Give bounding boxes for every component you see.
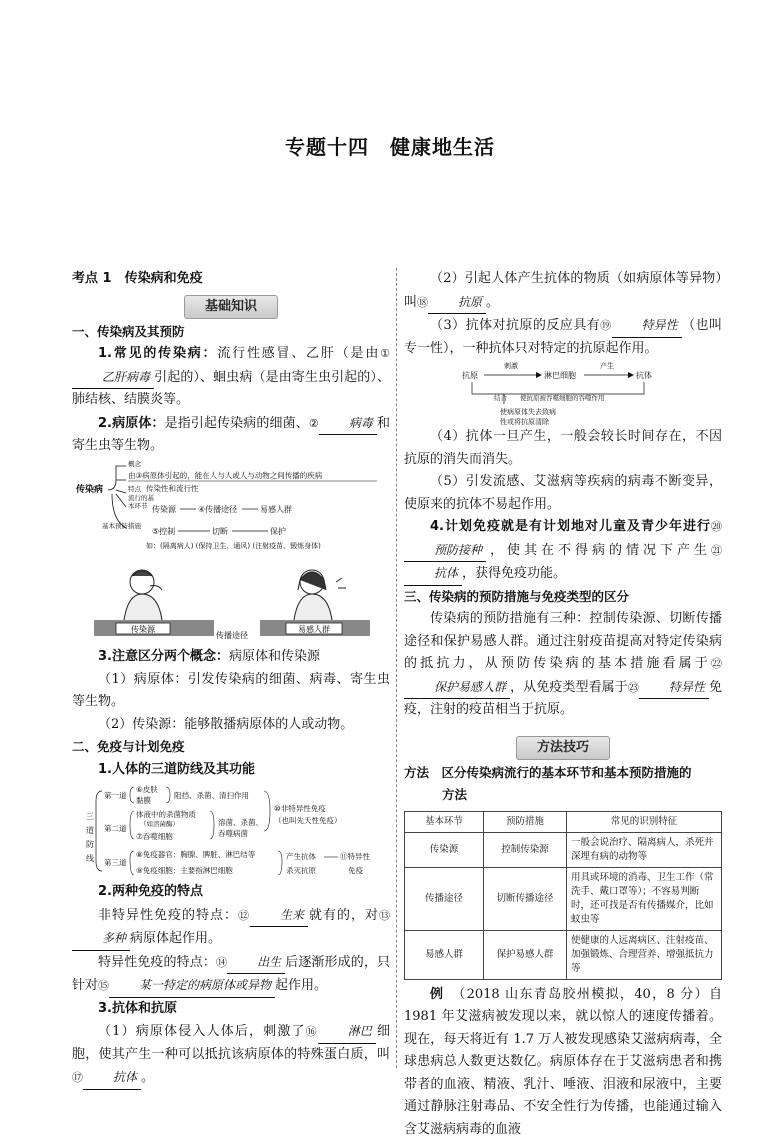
kaodian-heading: 考点 1 传染病和免疫 xyxy=(72,268,390,291)
para-common-diseases: 1.常见的传染病：流行性感冒、乙肝（是由①乙肝病毒 引起的）、蛔虫病（是由寄生虫引起的）、肺结核、结膜炎等。 xyxy=(72,343,390,412)
para-pathogen: 2.病原体：是指引起传染病的细菌、② 病毒 和寄生虫等生物。 xyxy=(72,412,390,458)
specific-2: 免疫 xyxy=(348,865,363,875)
para-antibody-1: （1）病原体侵入人体后，刺激了⑯ 淋巴 细胞，使其产生一种可以抵抗该病原体的特殊蛋白质，叫⑰ 抗体 。 xyxy=(72,1020,390,1090)
para-specific: 特异性免疫的特点：⑭ 出生 后逐渐形成的，只针对⑮ 某一特定的病原体或异物 起作用。 xyxy=(72,951,390,998)
para-source-def: （2）传染源：能够散播病原体的人或动物。 xyxy=(72,714,390,737)
answer-18: 抗原 xyxy=(428,291,486,315)
label-combine: 结合 xyxy=(494,393,508,402)
feature-label: 特点 xyxy=(128,484,142,493)
antibody-diagram xyxy=(404,360,722,426)
node-control: ⑤控制 xyxy=(152,526,175,536)
method-title: 方法 区分传染病流行的基本环节和基本预防措施的 方法 xyxy=(404,762,722,807)
answer-20: 预防接种 xyxy=(404,539,486,563)
left-column xyxy=(72,268,390,1090)
result-1: 使病原体失去致病 xyxy=(500,407,556,416)
side-label-1: 三 xyxy=(86,812,94,821)
transmission-illustration xyxy=(72,564,390,644)
para-two-concepts: 3.注意区分两个概念：病原体和传染源 xyxy=(72,646,390,669)
sub-three-lines: 1.人体的三道防线及其功能 xyxy=(72,759,390,782)
line3-b: ⑨免疫细胞：主要指淋巴细胞 xyxy=(136,865,233,875)
line1-a: ⑥皮肤 xyxy=(136,784,158,794)
line2-a2: （如溶菌酶） xyxy=(140,819,179,828)
line3-a: ⑧免疫器官：胸腺、脾脏、淋巴结等 xyxy=(136,849,256,859)
label-stimulate: 刺激 xyxy=(504,361,518,370)
line3-function-1: 产生抗体 xyxy=(286,851,316,861)
feature-text: 传染性和流行性 xyxy=(146,483,199,493)
node-lymph: 淋巴细胞 xyxy=(544,370,576,380)
line2-b: ⑦吞噬细胞 xyxy=(136,831,173,841)
para-antigen: （2）引起人体产生抗体的物质（如病原体等异物）叫⑱ 抗原 。 xyxy=(404,268,722,314)
node-crowd: 易感人群 xyxy=(260,504,292,514)
svg-text:道: 道 xyxy=(86,825,94,835)
line1-function: 阻挡、杀菌、清扫作用 xyxy=(174,790,249,800)
table-header-row xyxy=(405,811,722,832)
table-row: 传染源 控制传染源 一般会说治疗、隔离病人，杀死并深埋有病的动物等 xyxy=(405,832,722,867)
answer-13: 多种 xyxy=(72,927,130,951)
banner-basic-knowledge: 基础知识 xyxy=(184,295,278,319)
line3-function-2: 杀灭抗原 xyxy=(286,865,316,875)
node-antigen: 抗原 xyxy=(462,370,478,380)
defense-diagram xyxy=(72,781,390,881)
para-pathogen-def: （1）病原体：引发传染病的细菌、病毒、寄生虫等生物。 xyxy=(72,669,390,714)
measures-label: 基本预防措施 xyxy=(102,521,142,530)
svg-text:防: 防 xyxy=(86,840,94,849)
concept-label: 概念 xyxy=(128,460,142,468)
right-column xyxy=(404,268,722,1141)
answer-16: 淋巴 xyxy=(318,1020,376,1044)
node-antibody: 抗体 xyxy=(636,370,652,380)
label-source: 传染源 xyxy=(131,624,156,634)
para-planned-immunity: 4.计划免疫就是有计划地对儿童及青少年进行⑳预防接种 ，使其在不得病的情况下产生㉑抗体 ，获得免疫功能。 xyxy=(404,516,722,586)
answer-1: 乙肝病毒 xyxy=(72,366,154,390)
links-label-1: 流行的基 xyxy=(128,493,155,502)
nonspecific-2: （也叫先天性免疫） xyxy=(274,815,342,825)
svg-text:线: 线 xyxy=(86,853,94,863)
disease-diagram xyxy=(72,460,390,552)
answer-21: 抗体 xyxy=(404,562,462,586)
label-phago: 使抗原被吞噬细胞的吞噬作用 xyxy=(520,393,605,402)
table-header: 基本环节 xyxy=(405,811,484,832)
table-row: 传播途径 切断传播途径 用具或环境的消毒、卫生工作（常洗手、戴口罩等）；不容易判断时，还可找是否有传播媒介，比如蚊虫等 xyxy=(405,867,722,930)
result-2: 性或将抗原清除 xyxy=(500,417,550,426)
answer-12: 生来 xyxy=(250,904,308,928)
label-produce: 产生 xyxy=(600,361,614,370)
line2-label: 第二道 xyxy=(104,823,127,833)
section1-heading: 一、传染病及其预防 xyxy=(72,321,390,344)
table-header: 预防措施 xyxy=(484,811,567,832)
banner-method: 方法技巧 xyxy=(516,736,610,760)
label-route: 传播途径 xyxy=(216,630,248,640)
nonspecific-1: ⑩非特异性免疫 xyxy=(274,803,326,813)
answer-15: 某一特定的病原体或异物 xyxy=(109,974,275,998)
concept-text: 由③病原体引起的，能在人与人或人与动物之间传播的疾病 xyxy=(128,470,323,481)
section2-heading: 二、免疫与计划免疫 xyxy=(72,736,390,759)
links-label-2: 本环节 xyxy=(128,501,148,510)
node-cut: 切断 xyxy=(212,526,228,536)
diagram-root: 传染病 xyxy=(75,483,103,495)
line2-function-2: 吞噬病菌 xyxy=(218,828,248,838)
node-source: 传染源 xyxy=(152,504,177,514)
answer-19: 特异性 xyxy=(612,314,682,338)
section3-heading: 三、传染病的预防措施与免疫类型的区分 xyxy=(404,586,722,609)
para-specificity: （3）抗体对抗原的反应具有⑲ 特异性 （也叫专一性），一种抗体只对特定的抗原起作用。 xyxy=(404,314,722,360)
method-table xyxy=(404,811,722,980)
line3-label: 第三道 xyxy=(104,857,127,867)
line2-a: 体液中的杀菌物质 xyxy=(136,809,196,819)
table-header: 常见的识别特征 xyxy=(567,811,722,832)
column-divider xyxy=(396,268,397,1068)
para-nonspecific: 非特异性免疫的特点：⑫ 生来 就有的，对⑬多种 病原体起作用。 xyxy=(72,904,390,951)
answer-22: 保护易感人群 xyxy=(404,676,510,700)
answer-17: 抗体 xyxy=(83,1066,141,1090)
para-antibody-persist: （4）抗体一旦产生，一般会较长时间存在，不因抗原的消失而消失。 xyxy=(404,426,722,471)
table-row: 易感人群 保护易感人群 使健康的人远离病区、注射疫苗、加强锻炼、合理营养、增强抵抗力等 xyxy=(405,930,722,979)
examples-text: 如：(隔离病人) (保持卫生、通风) (注射疫苗、锻炼身体) xyxy=(146,541,321,550)
line1-b: 黏膜 xyxy=(136,795,151,805)
line2-function-1: 溶菌、杀菌、 xyxy=(218,817,263,827)
example-paragraph: 例 （2018 山东青岛胶州模拟，40，8 分）自 1981 年艾滋病被发现以来，就以惊人的速度传播着。现在，每天将近有 1.7 万人被发现感染艾滋病病毒，全球患病总人数更达数亿。病原体存在于艾滋病患者和携带者的血液、精液、乳汁、唾液、泪液和尿液中，主要通过静脉注射毒品、不安全性行为传播，也能通过输入含艾滋病病毒的血液 xyxy=(404,984,722,1141)
page-title: 专题十四 健康地生活 xyxy=(0,136,780,159)
sub-two-immunity: 2.两种免疫的特点 xyxy=(72,881,390,904)
para-prevention: 传染病的预防措施有三种：控制传染源、切断传播途径和保护易感人群。通过注射疫苗提高对特定传染病的抵抗力，从预防传染病的基本措施看属于㉒保护易感人群 ，从免疫类型看属于㉓ 特异性 免疫，注射的疫苗相当于抗原。 xyxy=(404,608,722,722)
node-route: ④传播途径 xyxy=(198,504,237,514)
node-protect: 保护 xyxy=(270,526,286,536)
para-virus-variation: （5）引发流感、艾滋病等疾病的病毒不断变异，使原来的抗体不易起作用。 xyxy=(404,471,722,516)
sub-antibody: 3.抗体和抗原 xyxy=(72,998,390,1021)
answer-14: 出生 xyxy=(227,951,285,975)
specific-1: ⑪特异性 xyxy=(340,851,370,861)
answer-23: 特异性 xyxy=(639,676,709,700)
answer-2: 病毒 xyxy=(319,412,377,436)
label-crowd: 易感人群 xyxy=(298,624,330,634)
line1-label: 第一道 xyxy=(104,790,127,800)
